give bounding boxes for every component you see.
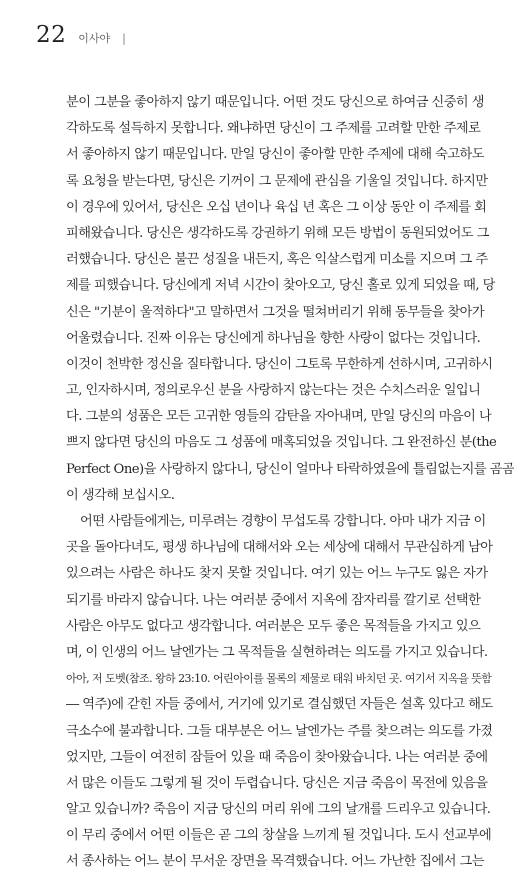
text-line: 알고 있습니까? 죽음이 지금 당신의 머리 위에 그의 날개를 드리우고 있습니다. xyxy=(66,802,491,818)
text-line: 이 경우에 있어서, 당신은 오십 년이나 육십 년 혹은 그 이상 동안 이 주제를 회 xyxy=(66,199,487,215)
text-line: 곳을 돌아다녀도, 평생 하나님에 대해서와 오는 세상에 대해서 무관심하게 남아 xyxy=(66,540,493,556)
page-number: 22 xyxy=(36,22,67,48)
text-line: 록 요청을 받는다면, 당신은 기꺼이 그 문제에 관심을 기울일 것입니다. 하지만 xyxy=(66,173,488,189)
text-line: 있으려는 사람은 하나도 찾지 못할 것입니다. 여기 있는 어느 누구도 잃은 자가 xyxy=(66,566,488,582)
text-line: 피해왔습니다. 당신은 생각하도록 강권하기 위해 모든 방법이 동원되었어도 그 xyxy=(66,225,489,241)
text-line: 서 좋아하지 않기 때문입니다. 만일 당신이 좋아할 만한 주제에 대해 숙고하도 xyxy=(66,147,484,163)
text-line: 며, 이 인생의 어느 날엔가는 그 목적들을 실현하려는 의도를 가지고 있습니다. xyxy=(66,644,488,660)
text-line: 었지만, 그들이 여전히 잠들어 있을 때 죽음이 찾아왔습니다. 나는 여러분 중에 xyxy=(66,749,488,765)
text-line: 각하도록 설득하지 못합니다. 왜냐하면 당신이 그 주제를 고려할 만한 주제로 xyxy=(66,121,481,137)
text-line: 러했습니다. 당신은 불끈 성질을 내든지, 혹은 익살스럽게 미소를 지으며 그 주 xyxy=(66,252,488,268)
text-line: 고, 인자하시며, 정의로우신 분을 사랑하지 않는다는 것은 수치스러운 일입니 xyxy=(66,383,481,399)
text-line: Perfect One)을 사랑하지 않다니, 당신이 얼마나 타락하였을에 틀림없는지를 곰곰 xyxy=(66,461,514,477)
page-header xyxy=(36,22,126,48)
text-line: 되기를 바라지 않습니다. 나는 여러분 중에서 지옥에 잠자리를 깔기로 선택한 xyxy=(66,592,481,608)
text-line-with-note: 아아, 저 도벳(참조. 왕하 23:10. 어린아이를 몰록의 제물로 태워 바치던 곳. 여기서 지옥을 뜻함 xyxy=(66,672,492,686)
text-line: 제를 피했습니다. 당신에게 저녁 시간이 찾아오고, 당신 홀로 있게 되었을 때, 당 xyxy=(66,278,495,294)
text-line: 어떤 사람들에게는, 미루려는 경향이 무섭도록 강합니다. 아마 내가 지금 이 xyxy=(80,514,486,529)
text-line: 이 생각해 보십시오. xyxy=(66,487,175,503)
text-line: 이것이 천박한 정신을 질타합니다. 당신이 그토록 무한하게 선하시며, 고귀하시 xyxy=(66,356,493,372)
text-line: 서 종사하는 어느 분이 무서운 장면을 목격했습니다. 어느 가난한 집에서 그는 xyxy=(66,854,484,870)
text-line: ― 역주)에 갇힌 자들 중에서, 거기에 있기로 결심했던 자들은 설혹 있다고 해도 xyxy=(66,697,493,713)
running-title: 이사야 xyxy=(78,32,111,45)
header-separator: | xyxy=(122,32,126,45)
body-text xyxy=(66,90,514,876)
text-line: 극소수에 불과합니다. 그들 대부분은 어느 날엔가는 주를 찾으려는 의도를 가졌 xyxy=(66,723,493,739)
text-line: 어울렸습니다. 진짜 이유는 당신에게 하나님을 향한 사랑이 없다는 것입니다. xyxy=(66,330,481,346)
text-line: 신은 "기분이 울적하다"고 말하면서 그것을 떨쳐버리기 위해 동무들을 찾아가 xyxy=(66,304,485,320)
text-line: 이 무리 중에서 어떤 이들은 곧 그의 창살을 느끼게 될 것입니다. 도시 선교부에 xyxy=(66,828,492,844)
text-line: 분이 그분을 좋아하지 않기 때문입니다. 어떤 것도 당신으로 하여금 신중히 생 xyxy=(66,95,484,110)
text-line: 다. 그분의 성품은 모든 고귀한 영들의 감탄을 자아내며, 만일 당신의 마음이 나 xyxy=(66,409,492,425)
text-line: 서 많은 이들도 그렇게 될 것이 두렵습니다. 당신은 지금 죽음이 목전에 있음을 xyxy=(66,775,488,791)
text-line: 쁘지 않다면 당신의 마음도 그 성품에 매혹되었을 것입니다. 그 완전하신 분(the xyxy=(66,435,497,451)
text-line: 사람은 아무도 없다고 생각합니다. 여러분은 모두 좋은 목적들을 가지고 있으 xyxy=(66,618,481,634)
